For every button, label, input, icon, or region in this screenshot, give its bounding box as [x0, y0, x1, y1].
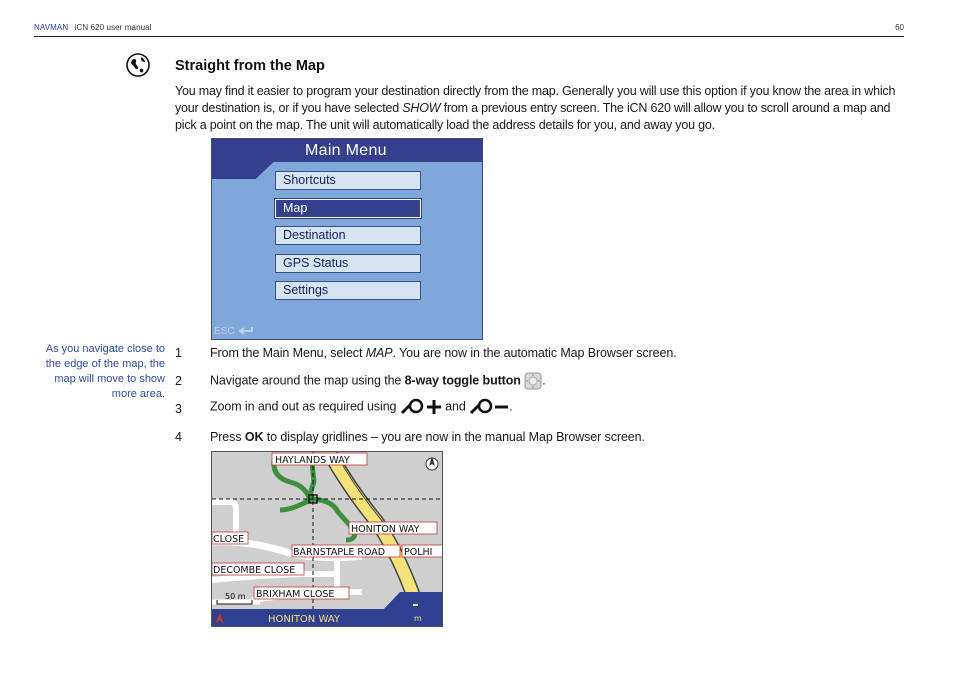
- step-3-post: .: [509, 399, 513, 414]
- street-label-haylands-way: [272, 453, 367, 466]
- zoom-in-icon: [400, 398, 442, 416]
- toggle-button-icon: [524, 372, 542, 390]
- svg-text:CLOSE: CLOSE: [213, 534, 245, 545]
- manual-title: iCN 620 user manual: [74, 23, 152, 32]
- step-1-text: [210, 346, 677, 360]
- step-4-post: to display gridlines – you are now in the manual Map Browser screen.: [263, 430, 645, 444]
- street-label-close: [212, 532, 248, 545]
- step-1-number: 1: [175, 346, 182, 360]
- status-unit: m: [414, 614, 422, 623]
- step-2-text: [210, 372, 546, 390]
- esc-button[interactable]: [214, 326, 255, 337]
- step-3-text: [210, 398, 512, 416]
- svg-text:HONITON WAY: HONITON WAY: [351, 524, 420, 535]
- step-3-number: 3: [175, 402, 182, 416]
- svg-text:POLHI: POLHI: [404, 547, 433, 558]
- step-4-text: [210, 430, 645, 444]
- svg-text:BARNSTAPLE ROAD: BARNSTAPLE ROAD: [293, 547, 386, 558]
- svg-text:HAYLANDS WAY: HAYLANDS WAY: [275, 455, 350, 466]
- menu-item-gps-status[interactable]: GPS Status: [275, 254, 421, 273]
- svg-text:DECOMBE CLOSE: DECOMBE CLOSE: [213, 565, 296, 576]
- side-note: As you navigate close to the edge of the map, the map will move to show more area.: [45, 343, 165, 400]
- menu-item-shortcuts[interactable]: Shortcuts: [275, 171, 421, 190]
- step-1-emphasis: MAP: [365, 346, 393, 360]
- step-4-pre: Press: [210, 430, 245, 444]
- main-menu-screen: [211, 138, 483, 340]
- street-label-honiton-way: [349, 522, 437, 535]
- running-header: [34, 23, 152, 32]
- menu-item-destination[interactable]: Destination: [275, 226, 421, 245]
- street-label-polhi: [402, 545, 443, 558]
- header-rule: [34, 36, 904, 37]
- step-3-pre: Zoom in and out as required using: [210, 399, 400, 414]
- svg-text:50 m: 50 m: [225, 592, 246, 601]
- globe-icon: [126, 53, 150, 77]
- intro-text-1: You may find it easier to program your destination directly from the map. Generally you will use this option if you know the area in which your destination is, or if you have selected: [175, 84, 896, 115]
- menu-title: Main Menu: [305, 142, 387, 159]
- map-canvas[interactable]: [212, 452, 443, 627]
- zoom-out-icon: [469, 398, 509, 416]
- street-label-brixham-close: [254, 587, 349, 600]
- step-2-number: 2: [175, 374, 182, 388]
- menu-item-map[interactable]: Map: [275, 199, 421, 218]
- step-2-bold: 8-way toggle button: [404, 373, 521, 388]
- brand-name: NAVMAN: [34, 23, 69, 32]
- step-1-pre: From the Main Menu, select: [210, 346, 366, 360]
- esc-label: ESC: [214, 326, 235, 337]
- step-4-number: 4: [175, 430, 182, 444]
- status-street-name: HONITON WAY: [268, 614, 340, 625]
- step-3-mid: and: [441, 399, 470, 414]
- step-4-bold: OK: [244, 430, 264, 444]
- intro-emphasis: SHOW: [402, 101, 441, 115]
- step-1-post: . You are now in the automatic Map Browser screen.: [392, 346, 677, 360]
- step-2-pre: Navigate around the map using the: [210, 373, 405, 388]
- page-number: 60: [895, 23, 904, 32]
- map-browser-screen[interactable]: [211, 451, 443, 627]
- return-arrow-icon: [237, 326, 255, 336]
- street-label-barnstaple-road: [292, 545, 400, 558]
- svg-text:BRIXHAM CLOSE: BRIXHAM CLOSE: [256, 589, 335, 600]
- section-title: Straight from the Map: [175, 58, 325, 74]
- intro-text-2: from a previous entry screen. The iCN 620 will allow you to scroll around a map and pick a point on the map. The unit will automatically load the address details for you, and away you go.: [175, 101, 891, 132]
- menu-item-settings[interactable]: Settings: [275, 281, 421, 300]
- street-label-decombe-close: [212, 563, 304, 576]
- step-2-post: .: [542, 373, 546, 388]
- intro-paragraph: [175, 83, 910, 134]
